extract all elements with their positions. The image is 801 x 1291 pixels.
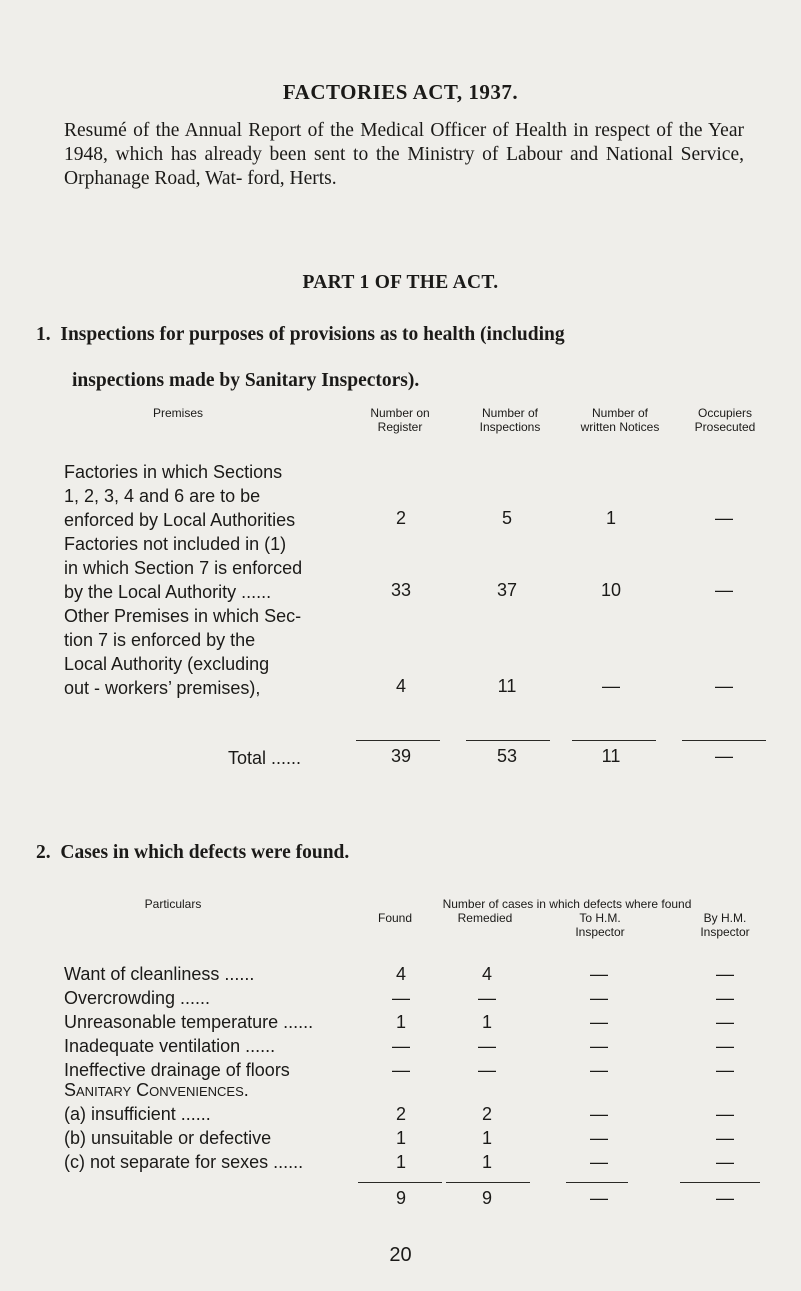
s2-sanitary-a-by-hm: — [716, 1104, 734, 1124]
s2-total-rule-found [358, 1182, 442, 1183]
s1-total-register: 39 [390, 746, 412, 766]
s2-row3-by-hm: — [716, 1012, 734, 1032]
s2-header-remedied: Remedied [457, 911, 513, 925]
s1-row3-register: 4 [395, 676, 406, 696]
s1-row2-label [64, 532, 302, 604]
part-heading: PART 1 OF THE ACT. [302, 272, 499, 293]
s2-sanitary-to-hm [569, 1102, 629, 1174]
section1-heading-line1: 1. Inspections for purposes of provisions as to health (including [36, 324, 565, 345]
s2-header-by-hm-l1: By H.M. [703, 911, 747, 925]
s1-row1-label [64, 460, 295, 532]
s1-row3-prosecuted: — [715, 676, 733, 696]
s2-sanitary-c-to-hm: — [590, 1152, 608, 1172]
s2-sanitary-heading: Sanitary Conveniences. [64, 1080, 249, 1100]
s2-header-to-hm-l1: To H.M. [579, 911, 621, 925]
s2-sanitary-b-to-hm: — [590, 1128, 608, 1148]
s2-header-group: Number of cases in which defects where found [442, 897, 692, 911]
s2-sanitary-remedied [457, 1102, 517, 1174]
section1-heading-line2: inspections made by Sanitary Inspectors). [72, 370, 420, 391]
s2-row1-found: 4 [395, 964, 406, 984]
s2-row1-by-hm: — [716, 964, 734, 984]
s1-row3-notices: — [602, 676, 620, 696]
s1-header-prosecuted-l1: Occupiers [697, 406, 753, 420]
s2-row2-found: — [392, 988, 410, 1008]
s2-header-by-hm-l2: Inspector [700, 925, 750, 939]
s2-row2-by-hm: — [716, 988, 734, 1008]
s2-row1-label: Want of cleanliness ...... [64, 964, 255, 984]
s2-row5-found: — [392, 1060, 410, 1080]
s1-header-prosecuted [675, 406, 775, 434]
s1-total-notices: 11 [601, 746, 621, 766]
s2-sanitary-found [371, 1102, 431, 1174]
s2-row5-by-hm: — [716, 1060, 734, 1080]
s1-row2-line3: by the Local Authority ...... [64, 582, 272, 602]
s2-sanitary-labels [64, 1102, 303, 1174]
s2-row2-remedied: — [478, 988, 496, 1008]
s2-row2-to-hm: — [590, 988, 608, 1008]
s2-header-to-hm-l2: Inspector [575, 925, 625, 939]
s1-header-inspections-l1: Number of [481, 406, 539, 420]
s1-header-inspections-l2: Inspections [479, 420, 541, 434]
s1-row1-inspections: 5 [501, 508, 512, 528]
s1-header-notices-l1: Number of [591, 406, 649, 420]
s2-total-to-hm: — [590, 1188, 608, 1208]
s2-sanitary-a-to-hm: — [590, 1104, 608, 1124]
s2-row3-label: Unreasonable temperature ...... [64, 1012, 314, 1032]
s1-header-prosecuted-l2: Prosecuted [694, 420, 756, 434]
s1-row3-inspections: 11 [497, 676, 517, 696]
s2-col-found [371, 962, 431, 1082]
s1-row1-line1: Factories in which Sections [64, 462, 283, 482]
s2-row1-remedied: 4 [481, 964, 492, 984]
s2-sanitary-b-found: 1 [395, 1128, 406, 1148]
s2-total-by-hm: — [716, 1188, 734, 1208]
s2-row3-found: 1 [395, 1012, 406, 1032]
s2-row3-to-hm: — [590, 1012, 608, 1032]
s2-total-found: 9 [395, 1188, 406, 1208]
s1-row3-line3: Local Authority (excluding [64, 654, 270, 674]
s1-row3-line4: out - workers’ premises), [64, 678, 261, 698]
s2-total-remedied: 9 [481, 1188, 492, 1208]
s1-header-inspections [455, 406, 565, 434]
s2-row4-by-hm: — [716, 1036, 734, 1056]
s1-total-inspections: 53 [496, 746, 518, 766]
s1-row1-register: 2 [395, 508, 406, 528]
s2-sanitary-by-hm [695, 1102, 755, 1174]
s1-row1-line3: enforced by Local Authorities [64, 510, 296, 530]
s2-header-particulars: Particulars [144, 897, 202, 911]
s2-total-rule-remedied [446, 1182, 530, 1183]
s1-header-register [345, 406, 455, 434]
s2-row3-remedied: 1 [481, 1012, 492, 1032]
s2-header-found: Found [377, 911, 413, 925]
s2-sanitary-c-found: 1 [395, 1152, 406, 1172]
s1-header-register-l1: Number on [370, 406, 430, 420]
s2-total-rule-by-hm [680, 1182, 760, 1183]
s2-sanitary-a-remedied: 2 [481, 1104, 492, 1124]
s2-row1-to-hm: — [590, 964, 608, 984]
s1-row2-register: 33 [390, 580, 412, 600]
s1-row3-line1: Other Premises in which Sec- [64, 606, 302, 626]
s1-row1-line2: 1, 2, 3, 4 and 6 are to be [64, 486, 261, 506]
s2-sanitary-b-remedied: 1 [481, 1128, 492, 1148]
s2-row2-label: Overcrowding ...... [64, 988, 211, 1008]
page-number: 20 [389, 1244, 412, 1266]
s2-row5-label: Ineffective drainage of floors [64, 1060, 290, 1080]
s1-row3-label [64, 604, 301, 700]
s2-sanitary-a-label: (a) insufficient ...... [64, 1104, 211, 1124]
s1-total-label: Total ...... [228, 748, 302, 768]
s2-col-remedied [457, 962, 517, 1082]
document-title: FACTORIES ACT, 1937. [282, 80, 519, 104]
s2-sanitary-c-remedied: 1 [481, 1152, 492, 1172]
s2-col-by-hm [695, 962, 755, 1082]
s1-total-rule-inspections [466, 740, 550, 741]
s1-total-rule-prosecuted [682, 740, 766, 741]
s2-row5-remedied: — [478, 1060, 496, 1080]
s1-row3-line2: tion 7 is enforced by the [64, 630, 256, 650]
s1-header-notices-l2: written Notices [580, 420, 660, 434]
s2-sanitary-c-by-hm: — [716, 1152, 734, 1172]
s2-sanitary-b-by-hm: — [716, 1128, 734, 1148]
s1-total-prosecuted: — [715, 746, 733, 766]
s2-sanitary-b-label: (b) unsuitable or defective [64, 1128, 272, 1148]
s2-rows-labels [64, 962, 313, 1082]
s1-row1-prosecuted: — [715, 508, 733, 528]
s1-total-rule-notices [572, 740, 656, 741]
s1-row2-prosecuted: — [715, 580, 733, 600]
s2-header-by-hm [680, 911, 770, 939]
s2-header-to-hm [555, 911, 645, 939]
s2-sanitary-a-found: 2 [395, 1104, 406, 1124]
s2-row4-label: Inadequate ventilation ...... [64, 1036, 276, 1056]
s1-row2-line1: Factories not included in (1) [64, 534, 287, 554]
s2-total-rule-to-hm [566, 1182, 628, 1183]
s1-header-premises: Premises [152, 406, 203, 420]
s2-col-to-hm [569, 962, 629, 1082]
section2-heading: 2. Cases in which defects were found. [36, 842, 350, 863]
s1-total-rule-register [356, 740, 440, 741]
s2-row4-found: — [392, 1036, 410, 1056]
s2-row5-to-hm: — [590, 1060, 608, 1080]
s1-row2-notices: 10 [600, 580, 622, 600]
s1-row1-notices: 1 [605, 508, 616, 528]
s1-header-notices [560, 406, 680, 434]
intro-paragraph: Resumé of the Annual Report of the Medical Officer of Health in respect of the Year 1948, which has already been sent to the Ministry of Labour and National Service, Orphanage Road, Wat- ford, Herts. [64, 120, 744, 189]
s2-sanitary-c-label: (c) not separate for sexes ...... [64, 1152, 304, 1172]
s1-header-register-l2: Register [377, 420, 423, 434]
s1-row2-inspections: 37 [496, 580, 518, 600]
section1-heading [36, 323, 565, 393]
s2-row4-remedied: — [478, 1036, 496, 1056]
s1-row2-line2: in which Section 7 is enforced [64, 558, 303, 578]
s2-row4-to-hm: — [590, 1036, 608, 1056]
